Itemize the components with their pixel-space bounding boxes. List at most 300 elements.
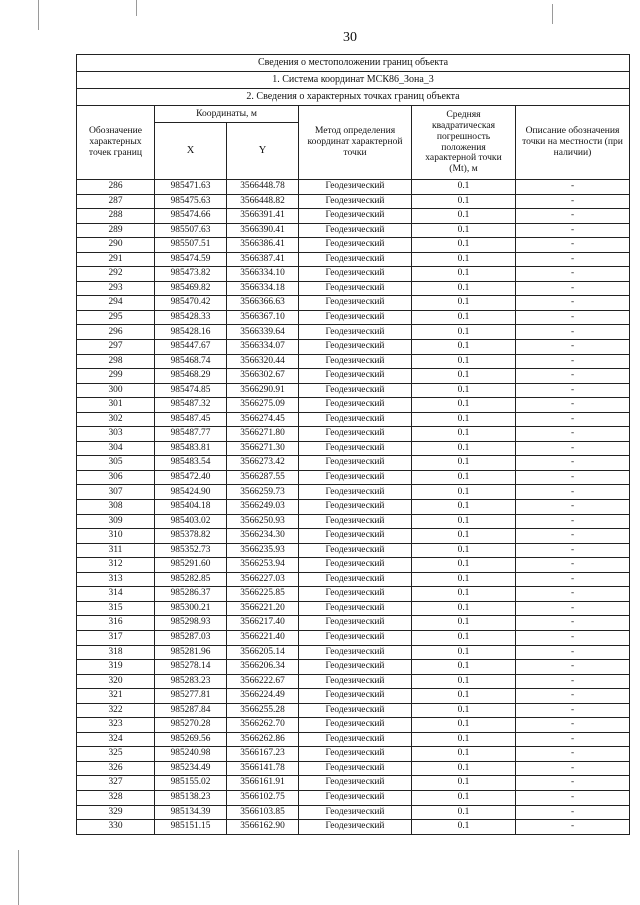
description-cell: -	[516, 281, 630, 296]
method-cell: Геодезический	[299, 514, 412, 529]
point-id-cell: 326	[77, 761, 155, 776]
x-cell: 985483.54	[155, 456, 227, 471]
method-cell: Геодезический	[299, 485, 412, 500]
x-cell: 985286.37	[155, 587, 227, 602]
header-error: Средняя квадратическая погрешность положения характерной точки (Mt), м	[412, 106, 516, 180]
error-cell: 0.1	[412, 732, 516, 747]
point-id-cell: 298	[77, 354, 155, 369]
x-cell: 985403.02	[155, 514, 227, 529]
x-cell: 985487.45	[155, 412, 227, 427]
y-cell: 3566387.41	[227, 252, 299, 267]
y-cell: 3566339.64	[227, 325, 299, 340]
error-cell: 0.1	[412, 761, 516, 776]
error-cell: 0.1	[412, 674, 516, 689]
description-cell: -	[516, 689, 630, 704]
point-id-cell: 297	[77, 340, 155, 355]
y-cell: 3566162.90	[227, 820, 299, 835]
table-row	[77, 529, 630, 544]
method-cell: Геодезический	[299, 427, 412, 442]
method-cell: Геодезический	[299, 470, 412, 485]
description-cell: -	[516, 310, 630, 325]
table-row	[77, 630, 630, 645]
method-cell: Геодезический	[299, 238, 412, 253]
description-cell: -	[516, 674, 630, 689]
error-cell: 0.1	[412, 572, 516, 587]
method-cell: Геодезический	[299, 732, 412, 747]
error-cell: 0.1	[412, 529, 516, 544]
x-cell: 985447.67	[155, 340, 227, 355]
x-cell: 985468.74	[155, 354, 227, 369]
header-description: Описание обозначения точки на местности (при наличии)	[516, 106, 630, 180]
x-cell: 985472.40	[155, 470, 227, 485]
point-id-cell: 312	[77, 558, 155, 573]
error-cell: 0.1	[412, 427, 516, 442]
method-cell: Геодезический	[299, 500, 412, 515]
error-cell: 0.1	[412, 238, 516, 253]
point-id-cell: 323	[77, 718, 155, 733]
description-cell: -	[516, 514, 630, 529]
error-cell: 0.1	[412, 383, 516, 398]
x-cell: 985474.85	[155, 383, 227, 398]
error-cell: 0.1	[412, 630, 516, 645]
header-point: Обозначение характерных точек границ	[77, 106, 155, 180]
description-cell: -	[516, 223, 630, 238]
y-cell: 3566224.49	[227, 689, 299, 704]
point-id-cell: 300	[77, 383, 155, 398]
x-cell: 985378.82	[155, 529, 227, 544]
error-cell: 0.1	[412, 689, 516, 704]
point-id-cell: 318	[77, 645, 155, 660]
y-cell: 3566271.80	[227, 427, 299, 442]
point-id-cell: 288	[77, 209, 155, 224]
table-row	[77, 456, 630, 471]
error-cell: 0.1	[412, 543, 516, 558]
method-cell: Геодезический	[299, 543, 412, 558]
error-cell: 0.1	[412, 747, 516, 762]
table-row	[77, 732, 630, 747]
description-cell: -	[516, 369, 630, 384]
error-cell: 0.1	[412, 412, 516, 427]
description-cell: -	[516, 412, 630, 427]
description-cell: -	[516, 441, 630, 456]
description-cell: -	[516, 209, 630, 224]
description-cell: -	[516, 470, 630, 485]
x-cell: 985138.23	[155, 790, 227, 805]
error-cell: 0.1	[412, 718, 516, 733]
description-cell: -	[516, 383, 630, 398]
y-cell: 3566448.78	[227, 180, 299, 195]
method-cell: Геодезический	[299, 820, 412, 835]
y-cell: 3566206.34	[227, 660, 299, 675]
x-cell: 985404.18	[155, 500, 227, 515]
x-cell: 985240.98	[155, 747, 227, 762]
header-method: Метод определения координат характерной точки	[299, 106, 412, 180]
x-cell: 985483.81	[155, 441, 227, 456]
description-cell: -	[516, 616, 630, 631]
table-row	[77, 543, 630, 558]
point-id-cell: 330	[77, 820, 155, 835]
y-cell: 3566274.45	[227, 412, 299, 427]
table-row	[77, 703, 630, 718]
y-cell: 3566367.10	[227, 310, 299, 325]
x-cell: 985468.29	[155, 369, 227, 384]
y-cell: 3566225.85	[227, 587, 299, 602]
table-row	[77, 587, 630, 602]
point-id-cell: 306	[77, 470, 155, 485]
point-id-cell: 322	[77, 703, 155, 718]
table-row	[77, 383, 630, 398]
y-cell: 3566253.94	[227, 558, 299, 573]
error-cell: 0.1	[412, 587, 516, 602]
error-cell: 0.1	[412, 281, 516, 296]
description-cell: -	[516, 732, 630, 747]
point-id-cell: 295	[77, 310, 155, 325]
description-cell: -	[516, 703, 630, 718]
point-id-cell: 321	[77, 689, 155, 704]
point-id-cell: 292	[77, 267, 155, 282]
x-cell: 985278.14	[155, 660, 227, 675]
description-cell: -	[516, 398, 630, 413]
table-row	[77, 398, 630, 413]
table-row	[77, 645, 630, 660]
description-cell: -	[516, 747, 630, 762]
x-cell: 985475.63	[155, 194, 227, 209]
error-cell: 0.1	[412, 296, 516, 311]
x-cell: 985291.60	[155, 558, 227, 573]
point-id-cell: 305	[77, 456, 155, 471]
table-row	[77, 601, 630, 616]
table-row	[77, 820, 630, 835]
x-cell: 985287.03	[155, 630, 227, 645]
description-cell: -	[516, 630, 630, 645]
point-id-cell: 303	[77, 427, 155, 442]
boundary-points-table	[76, 54, 630, 835]
method-cell: Геодезический	[299, 441, 412, 456]
y-cell: 3566235.93	[227, 543, 299, 558]
method-cell: Геодезический	[299, 660, 412, 675]
table-row	[77, 310, 630, 325]
method-cell: Геодезический	[299, 572, 412, 587]
table-row	[77, 180, 630, 195]
scan-mark	[38, 0, 39, 30]
error-cell: 0.1	[412, 500, 516, 515]
description-cell: -	[516, 805, 630, 820]
y-cell: 3566102.75	[227, 790, 299, 805]
y-cell: 3566334.10	[227, 267, 299, 282]
error-cell: 0.1	[412, 354, 516, 369]
error-cell: 0.1	[412, 325, 516, 340]
method-cell: Геодезический	[299, 674, 412, 689]
y-cell: 3566249.03	[227, 500, 299, 515]
y-cell: 3566390.41	[227, 223, 299, 238]
method-cell: Геодезический	[299, 761, 412, 776]
y-cell: 3566320.44	[227, 354, 299, 369]
x-cell: 985155.02	[155, 776, 227, 791]
method-cell: Геодезический	[299, 790, 412, 805]
table-row	[77, 761, 630, 776]
description-cell: -	[516, 427, 630, 442]
error-cell: 0.1	[412, 616, 516, 631]
method-cell: Геодезический	[299, 296, 412, 311]
description-cell: -	[516, 267, 630, 282]
method-cell: Геодезический	[299, 180, 412, 195]
description-cell: -	[516, 485, 630, 500]
boundary-points-table-container	[76, 54, 629, 835]
table-row	[77, 572, 630, 587]
description-cell: -	[516, 252, 630, 267]
method-cell: Геодезический	[299, 252, 412, 267]
point-id-cell: 304	[77, 441, 155, 456]
y-cell: 3566250.93	[227, 514, 299, 529]
method-cell: Геодезический	[299, 398, 412, 413]
description-cell: -	[516, 790, 630, 805]
method-cell: Геодезический	[299, 281, 412, 296]
method-cell: Геодезический	[299, 529, 412, 544]
point-id-cell: 291	[77, 252, 155, 267]
y-cell: 3566221.20	[227, 601, 299, 616]
method-cell: Геодезический	[299, 776, 412, 791]
y-cell: 3566334.18	[227, 281, 299, 296]
header-y: Y	[227, 123, 299, 180]
y-cell: 3566302.67	[227, 369, 299, 384]
x-cell: 985469.82	[155, 281, 227, 296]
y-cell: 3566221.40	[227, 630, 299, 645]
point-id-cell: 316	[77, 616, 155, 631]
y-cell: 3566386.41	[227, 238, 299, 253]
error-cell: 0.1	[412, 820, 516, 835]
point-id-cell: 290	[77, 238, 155, 253]
y-cell: 3566287.55	[227, 470, 299, 485]
method-cell: Геодезический	[299, 601, 412, 616]
description-cell: -	[516, 601, 630, 616]
method-cell: Геодезический	[299, 354, 412, 369]
header-coordinates: Координаты, м	[155, 106, 299, 123]
method-cell: Геодезический	[299, 267, 412, 282]
description-cell: -	[516, 194, 630, 209]
description-cell: -	[516, 529, 630, 544]
x-cell: 985277.81	[155, 689, 227, 704]
error-cell: 0.1	[412, 194, 516, 209]
point-id-cell: 324	[77, 732, 155, 747]
error-cell: 0.1	[412, 703, 516, 718]
method-cell: Геодезический	[299, 747, 412, 762]
table-row	[77, 660, 630, 675]
point-id-cell: 296	[77, 325, 155, 340]
description-cell: -	[516, 238, 630, 253]
scan-mark	[18, 850, 19, 905]
method-cell: Геодезический	[299, 310, 412, 325]
x-cell: 985352.73	[155, 543, 227, 558]
x-cell: 985474.66	[155, 209, 227, 224]
point-id-cell: 328	[77, 790, 155, 805]
table-row	[77, 252, 630, 267]
scan-mark	[136, 0, 137, 16]
point-id-cell: 315	[77, 601, 155, 616]
point-id-cell: 313	[77, 572, 155, 587]
error-cell: 0.1	[412, 514, 516, 529]
x-cell: 985473.82	[155, 267, 227, 282]
y-cell: 3566234.30	[227, 529, 299, 544]
error-cell: 0.1	[412, 310, 516, 325]
error-cell: 0.1	[412, 456, 516, 471]
method-cell: Геодезический	[299, 630, 412, 645]
x-cell: 985487.77	[155, 427, 227, 442]
y-cell: 3566273.42	[227, 456, 299, 471]
x-cell: 985281.96	[155, 645, 227, 660]
x-cell: 985234.49	[155, 761, 227, 776]
table-row	[77, 558, 630, 573]
y-cell: 3566227.03	[227, 572, 299, 587]
x-cell: 985269.56	[155, 732, 227, 747]
y-cell: 3566141.78	[227, 761, 299, 776]
table-row	[77, 325, 630, 340]
x-cell: 985283.23	[155, 674, 227, 689]
error-cell: 0.1	[412, 441, 516, 456]
table-row	[77, 790, 630, 805]
error-cell: 0.1	[412, 180, 516, 195]
x-cell: 985282.85	[155, 572, 227, 587]
method-cell: Геодезический	[299, 412, 412, 427]
error-cell: 0.1	[412, 790, 516, 805]
description-cell: -	[516, 500, 630, 515]
error-cell: 0.1	[412, 209, 516, 224]
description-cell: -	[516, 543, 630, 558]
description-cell: -	[516, 354, 630, 369]
table-row	[77, 194, 630, 209]
description-cell: -	[516, 820, 630, 835]
x-cell: 985474.59	[155, 252, 227, 267]
x-cell: 985134.39	[155, 805, 227, 820]
y-cell: 3566334.07	[227, 340, 299, 355]
y-cell: 3566290.91	[227, 383, 299, 398]
method-cell: Геодезический	[299, 223, 412, 238]
table-row	[77, 369, 630, 384]
error-cell: 0.1	[412, 776, 516, 791]
description-cell: -	[516, 296, 630, 311]
method-cell: Геодезический	[299, 558, 412, 573]
point-id-cell: 329	[77, 805, 155, 820]
table-row	[77, 689, 630, 704]
method-cell: Геодезический	[299, 616, 412, 631]
description-cell: -	[516, 456, 630, 471]
error-cell: 0.1	[412, 223, 516, 238]
table-row	[77, 354, 630, 369]
table-row	[77, 805, 630, 820]
description-cell: -	[516, 558, 630, 573]
x-cell: 985471.63	[155, 180, 227, 195]
description-cell: -	[516, 340, 630, 355]
error-cell: 0.1	[412, 645, 516, 660]
point-id-cell: 309	[77, 514, 155, 529]
point-id-cell: 308	[77, 500, 155, 515]
y-cell: 3566271.30	[227, 441, 299, 456]
x-cell: 985428.33	[155, 310, 227, 325]
y-cell: 3566205.14	[227, 645, 299, 660]
table-row	[77, 718, 630, 733]
y-cell: 3566167.23	[227, 747, 299, 762]
point-id-cell: 311	[77, 543, 155, 558]
table-row	[77, 674, 630, 689]
table-row	[77, 616, 630, 631]
point-id-cell: 307	[77, 485, 155, 500]
table-row	[77, 209, 630, 224]
header-x: X	[155, 123, 227, 180]
x-cell: 985470.42	[155, 296, 227, 311]
y-cell: 3566262.86	[227, 732, 299, 747]
point-id-cell: 299	[77, 369, 155, 384]
method-cell: Геодезический	[299, 703, 412, 718]
x-cell: 985298.93	[155, 616, 227, 631]
point-id-cell: 327	[77, 776, 155, 791]
error-cell: 0.1	[412, 601, 516, 616]
point-id-cell: 325	[77, 747, 155, 762]
y-cell: 3566262.70	[227, 718, 299, 733]
y-cell: 3566275.09	[227, 398, 299, 413]
point-id-cell: 294	[77, 296, 155, 311]
error-cell: 0.1	[412, 267, 516, 282]
table-row	[77, 427, 630, 442]
x-cell: 985507.63	[155, 223, 227, 238]
method-cell: Геодезический	[299, 340, 412, 355]
description-cell: -	[516, 645, 630, 660]
description-cell: -	[516, 718, 630, 733]
y-cell: 3566366.63	[227, 296, 299, 311]
table-row	[77, 776, 630, 791]
x-cell: 985487.32	[155, 398, 227, 413]
point-id-cell: 289	[77, 223, 155, 238]
error-cell: 0.1	[412, 398, 516, 413]
method-cell: Геодезический	[299, 194, 412, 209]
description-cell: -	[516, 776, 630, 791]
error-cell: 0.1	[412, 660, 516, 675]
method-cell: Геодезический	[299, 209, 412, 224]
coordinate-system: 1. Система координат МСК86_Зона_3	[77, 72, 630, 89]
y-cell: 3566161.91	[227, 776, 299, 791]
table-row	[77, 412, 630, 427]
table-row	[77, 238, 630, 253]
point-id-cell: 287	[77, 194, 155, 209]
table-row	[77, 441, 630, 456]
point-id-cell: 302	[77, 412, 155, 427]
table-row	[77, 747, 630, 762]
table-row	[77, 340, 630, 355]
page-number: 30	[343, 30, 357, 45]
method-cell: Геодезический	[299, 805, 412, 820]
x-cell: 985151.15	[155, 820, 227, 835]
table-row	[77, 267, 630, 282]
method-cell: Геодезический	[299, 369, 412, 384]
y-cell: 3566255.28	[227, 703, 299, 718]
x-cell: 985287.84	[155, 703, 227, 718]
error-cell: 0.1	[412, 805, 516, 820]
scan-mark	[552, 4, 553, 24]
x-cell: 985424.90	[155, 485, 227, 500]
table-row	[77, 514, 630, 529]
method-cell: Геодезический	[299, 456, 412, 471]
method-cell: Геодезический	[299, 587, 412, 602]
method-cell: Геодезический	[299, 325, 412, 340]
method-cell: Геодезический	[299, 689, 412, 704]
method-cell: Геодезический	[299, 383, 412, 398]
table-row	[77, 281, 630, 296]
table-body	[77, 180, 630, 835]
table-row	[77, 485, 630, 500]
error-cell: 0.1	[412, 252, 516, 267]
description-cell: -	[516, 761, 630, 776]
y-cell: 3566391.41	[227, 209, 299, 224]
error-cell: 0.1	[412, 558, 516, 573]
error-cell: 0.1	[412, 470, 516, 485]
